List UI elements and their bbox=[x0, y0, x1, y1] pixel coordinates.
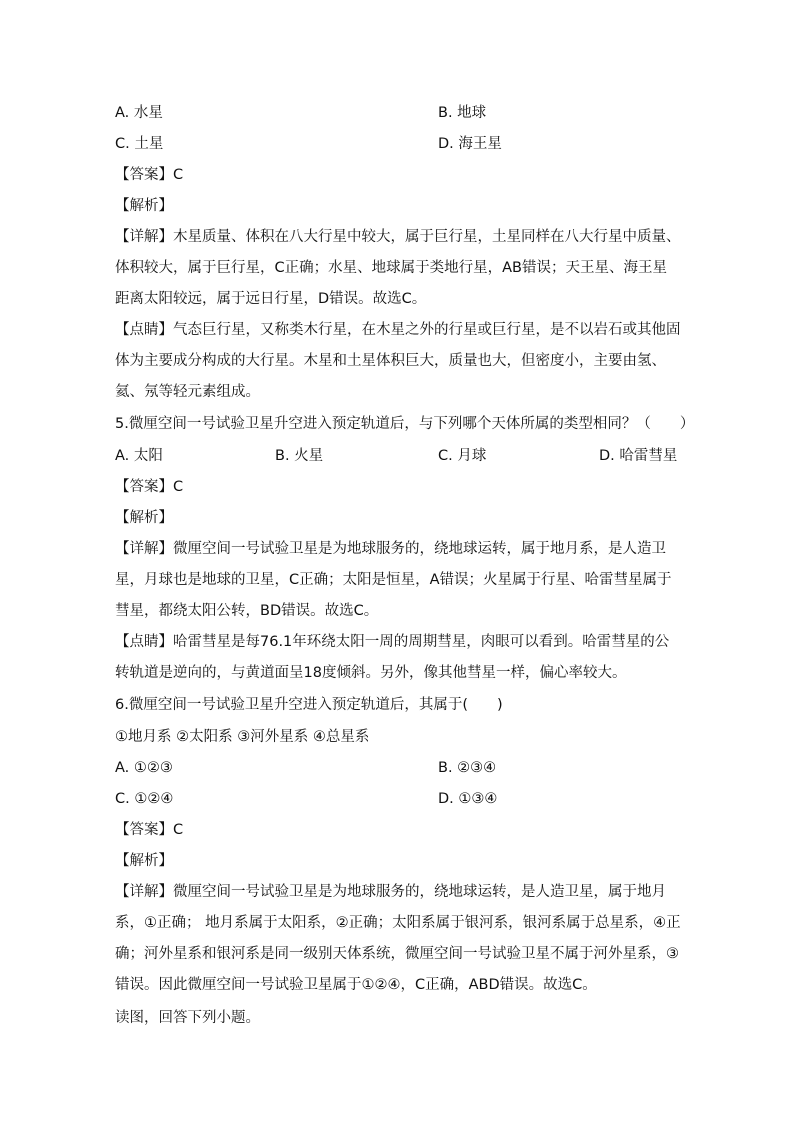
read-figure-instruction: 读图，回答下列小题。 bbox=[115, 1010, 260, 1026]
q5-answer: 【答案】C bbox=[115, 479, 184, 495]
q6-option-d: D. ①③④ bbox=[438, 791, 498, 807]
q5-option-c: C. 月球 bbox=[438, 448, 487, 464]
q5-analysis-heading: 【解析】 bbox=[115, 510, 173, 526]
q5-stem: 5.微厘空间一号试验卫星升空进入预定轨道后，与下列哪个天体所属的类型相同？（ ） bbox=[115, 416, 695, 432]
q4-analysis-heading: 【解析】 bbox=[115, 198, 173, 214]
q6-detail: 【详解】微厘空间一号试验卫星是为地球服务的，绕地球运转，是人造卫星，属于地月系，①正确； 地月系属于太阳系，②正确；太阳系属于银河系，银河系属于总星系，④正确；河外星系和银河系是同一级别天体系统，微厘空间一号试验卫星不属于河外星系，③错误。因此微厘空间一号试验卫星属于①②④，C正确，ABD错误。故选C。 bbox=[115, 884, 681, 993]
q6-analysis-heading: 【解析】 bbox=[115, 853, 173, 869]
q5-option-a: A. 太阳 bbox=[115, 448, 163, 464]
q6-option-b: B. ②③④ bbox=[438, 760, 497, 776]
q4-option-a: A. 水星 bbox=[115, 105, 163, 121]
q5-option-b: B. 火星 bbox=[275, 448, 324, 464]
q4-detail: 【详解】木星质量、体积在八大行星中较大，属于巨行星，土星同样在八大行星中质量、体积较大，属于巨行星，C正确；水星、地球属于类地行星，AB错误；天王星、海王星距离太阳较远，属于远日行星，D错误。故选C。 bbox=[115, 229, 681, 307]
q6-items: ①地月系 ②太阳系 ③河外星系 ④总星系 bbox=[115, 729, 370, 745]
q6-option-a: A. ①②③ bbox=[115, 760, 173, 776]
q6-stem: 6.微厘空间一号试验卫星升空进入预定轨道后，其属于( ) bbox=[115, 697, 503, 713]
q5-detail: 【详解】微厘空间一号试验卫星是为地球服务的，绕地球运转，属于地月系，是人造卫星，月球也是地球的卫星，C正确；太阳是恒星，A错误；火星属于行星、哈雷彗星属于彗星，都绕太阳公转，BD错误。故选C。 bbox=[115, 541, 672, 619]
q4-option-c: C. 土星 bbox=[115, 136, 164, 152]
q4-answer: 【答案】C bbox=[115, 167, 184, 183]
q5-option-d: D. 哈雷彗星 bbox=[599, 448, 678, 464]
q6-option-c: C. ①②④ bbox=[115, 791, 174, 807]
q6-answer: 【答案】C bbox=[115, 822, 184, 838]
q4-note: 【点睛】气态巨行星，又称类木行星，在木星之外的行星或巨行星，是不以岩石或其他固体为主要成分构成的大行星。木星和土星体积巨大，质量也大，但密度小，主要由氢、氦、氖等轻元素组成。 bbox=[115, 322, 681, 400]
q4-option-d: D. 海王星 bbox=[438, 136, 502, 152]
q4-option-b: B. 地球 bbox=[438, 105, 487, 121]
q5-note: 【点睛】哈雷彗星是每76.1年环绕太阳一周的周期彗星，肉眼可以看到。哈雷彗星的公转轨道是逆向的，与黄道面呈18度倾斜。另外，像其他彗星一样，偏心率较大。 bbox=[115, 634, 670, 681]
